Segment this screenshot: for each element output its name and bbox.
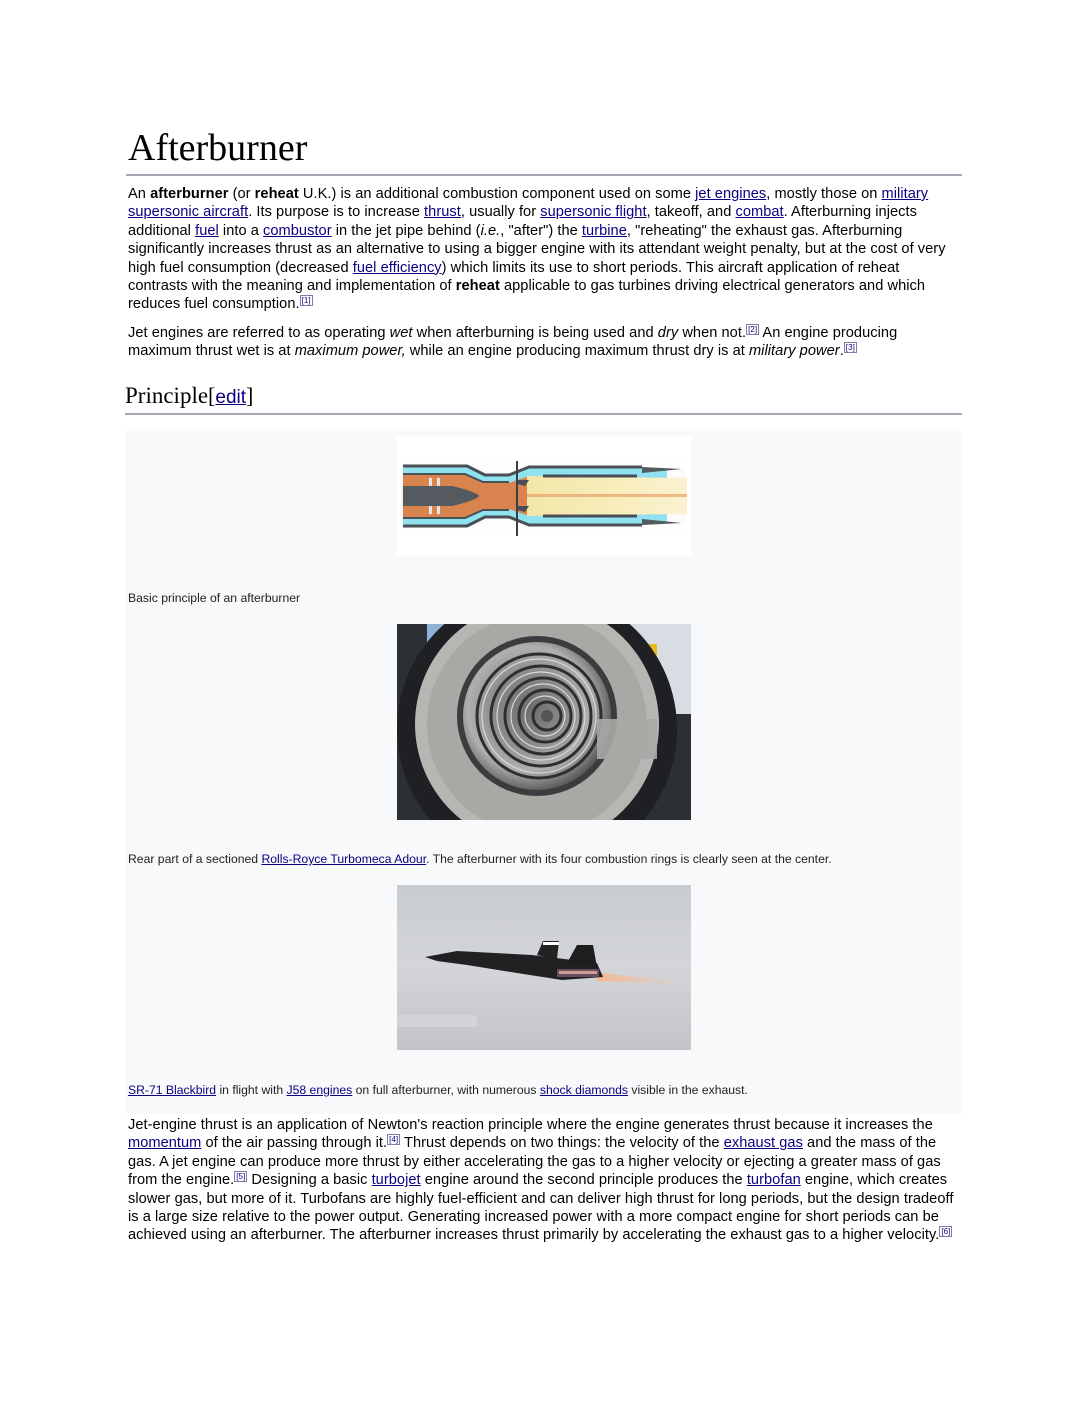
text: (or (228, 186, 255, 202)
text: . Its purpose is to increase (248, 204, 425, 221)
gallery-caption-2 (128, 852, 832, 867)
link-jet-engines[interactable]: jet engines (695, 186, 767, 202)
link-military[interactable]: military (881, 186, 929, 202)
text: U.K.) is an additional combustion component used on some (298, 186, 696, 202)
caption-text: Basic principle of an afterburner (128, 591, 301, 605)
link-sr-71-blackbird[interactable]: SR-71 Blackbird (128, 1083, 217, 1097)
gallery-caption-1 (128, 591, 300, 606)
italic-military-power: military power (748, 343, 840, 360)
link-turbine[interactable]: turbine (581, 222, 627, 239)
reference-link[interactable]: [6] (941, 1227, 951, 1237)
link-combat[interactable]: combat (735, 204, 784, 221)
gallery-caption-3 (128, 1083, 748, 1098)
link-turbofan[interactable]: turbofan (746, 1172, 801, 1189)
link-shock-diamonds[interactable]: shock diamonds (539, 1083, 628, 1097)
caption-text: in flight with (216, 1083, 287, 1097)
text: , usually for (460, 204, 541, 221)
afterburner-diagram (397, 436, 691, 556)
text: into a (218, 222, 264, 239)
link-rolls-royce-turbomeca-adour[interactable]: Rolls-Royce Turbomeca Adour (261, 852, 427, 866)
link-j58-engines[interactable]: J58 engines (286, 1083, 353, 1097)
text: Thrust depends on two things: the velocity of the (400, 1135, 724, 1152)
reference-link[interactable]: [5] (236, 1172, 246, 1182)
afterburner-diagram-image[interactable] (397, 436, 691, 556)
text: , mostly those on (766, 186, 882, 202)
page-title: Afterburner (126, 126, 962, 176)
link-thrust[interactable]: thrust (424, 204, 461, 221)
text: , "after") the (500, 222, 582, 239)
link-turbojet[interactable]: turbojet (371, 1172, 421, 1189)
italic-ie: i.e. (480, 222, 501, 239)
link-supersonic-flight[interactable]: supersonic flight (540, 204, 647, 221)
bracket: [ (208, 382, 216, 408)
reference-link[interactable]: [4] (389, 1135, 399, 1145)
italic-maximum-power: maximum power, (294, 343, 406, 360)
reference-6[interactable] (939, 1226, 952, 1237)
link-fuel-efficiency[interactable]: fuel efficiency (352, 259, 442, 276)
text: when not. (678, 324, 747, 341)
text: Designing a basic (247, 1172, 372, 1189)
intro-paragraph-1 (128, 185, 962, 314)
edit-section (208, 383, 253, 408)
reference-1[interactable] (300, 295, 313, 306)
edit-section-link[interactable]: edit (215, 386, 247, 408)
text: when afterburning is being used and (412, 324, 658, 341)
text: An engine producing maximum thrust wet is at (128, 324, 898, 360)
reference-link[interactable]: [2] (748, 324, 758, 334)
caption-text: . The afterburner with its four combustion rings is clearly seen at the center. (426, 852, 832, 866)
bracket: ] (246, 382, 254, 408)
link-combustor[interactable]: combustor (263, 222, 332, 239)
adour-afterburner-photo (397, 624, 691, 820)
text: Jet-engine thrust is an application of Newton's reaction principle where the engine generates thrust because it increases the (128, 1117, 933, 1133)
adour-afterburner-image[interactable] (397, 624, 691, 820)
link-momentum[interactable]: momentum (128, 1135, 202, 1152)
reference-3[interactable] (844, 342, 857, 353)
section-heading-principle (125, 383, 962, 415)
italic-wet: wet (389, 324, 413, 341)
text: and the mass of the gas. A jet engine can produce more thrust by either accelerating the gas to a higher velocity or ejecting a greater mass of gas from the engine. (128, 1135, 941, 1189)
reference-5[interactable] (234, 1171, 247, 1182)
intro-paragraph-2 (128, 324, 962, 361)
text: engine, which creates slower gas, but more of it. Turbofans are highly fuel-efficient and can deliver high thrust for long periods, but the design tradeoff is a large size relative to the power output. Generating increased power with a more compact engine for short periods can be achieved using an afterburner. The afterburner increases thrust primarily by accelerating the exhaust gas to a higher velocity. (128, 1172, 954, 1244)
reference-2[interactable] (746, 324, 759, 335)
link-fuel[interactable]: fuel (195, 222, 219, 239)
link-exhaust-gas[interactable]: exhaust gas (723, 1135, 803, 1152)
text: ) which limits its use to short periods. This aircraft application of reheat contrasts with the meaning and implementation of (128, 259, 900, 295)
reference-link[interactable]: [1] (301, 296, 311, 306)
principle-section-body (128, 1116, 962, 1245)
article (125, 126, 962, 415)
caption-text: Rear part of a sectioned (128, 852, 262, 866)
bold-term-reheat: reheat (455, 278, 500, 295)
bold-term-afterburner: afterburner (150, 186, 229, 202)
sr71-blackbird-image[interactable] (397, 885, 691, 1050)
principle-paragraph-1 (128, 1116, 962, 1245)
text: applicable to gas turbines driving electrical generators and which reduces fuel consumption. (128, 278, 926, 313)
reference-link[interactable]: [3] (845, 343, 855, 353)
caption-text: on full afterburner, with numerous (352, 1083, 540, 1097)
text: , takeoff, and (646, 204, 736, 221)
bold-term-reheat: reheat (254, 186, 299, 202)
image-gallery (125, 431, 962, 1114)
text: while an engine producing maximum thrust dry is at (405, 343, 749, 360)
link-supersonic-aircraft[interactable]: supersonic aircraft (128, 204, 249, 221)
text: , "reheating" the exhaust gas. Afterburning significantly increases thrust as an alternative to using a bigger engine with its attendant weight penalty, but at the cost of very high fuel consumption (decreased (128, 222, 946, 276)
text: Jet engines are referred to as operating (128, 324, 390, 341)
text: of the air passing through it. (201, 1135, 388, 1152)
reference-4[interactable] (387, 1134, 400, 1145)
italic-dry: dry (657, 324, 679, 341)
text: An (128, 186, 151, 202)
section-title: Principle (125, 382, 209, 408)
text: . Afterburning injects additional (128, 204, 917, 239)
sr71-blackbird-photo (397, 885, 691, 1050)
text: engine around the second principle produces the (420, 1172, 747, 1189)
text: . (839, 343, 844, 360)
caption-text: visible in the exhaust. (627, 1083, 748, 1097)
text: in the jet pipe behind ( (331, 222, 481, 239)
